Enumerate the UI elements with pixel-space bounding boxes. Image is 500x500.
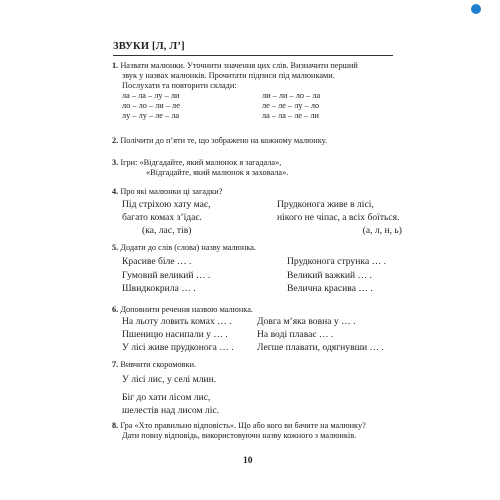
exercise-number: 6. xyxy=(112,305,119,314)
riddle-answers xyxy=(112,225,402,238)
tongue-twister-line: шелестів над лисом ліс. xyxy=(122,404,220,416)
exercise-3 xyxy=(112,158,402,178)
riddle-answer: (а, л, н, ь) xyxy=(362,224,402,236)
syllables: ла – ла – лу – ли xyxy=(122,91,180,100)
riddle-line: багато комах з’їдає. xyxy=(122,211,202,223)
exercise-7 xyxy=(112,360,402,370)
phrase: Швидкокрила … . xyxy=(122,283,196,294)
sentence: Довга м’яка вовна у … . xyxy=(257,316,356,327)
riddles xyxy=(112,199,402,237)
phrase: Гумовий великий … . xyxy=(122,269,211,281)
sentence-row xyxy=(112,342,402,355)
sentence: Пшеницю насипали у … . xyxy=(122,328,228,340)
exercise-8 xyxy=(112,421,402,441)
exercise-number: 2. xyxy=(112,136,119,145)
game-title: «Відгадайте, який малюнок я загадала», xyxy=(139,158,282,167)
exercise-2 xyxy=(112,136,402,146)
sentence: Легше плавати, одягнувши … . xyxy=(257,341,384,353)
exercise-text: Послухати та повторити склади: xyxy=(122,81,237,90)
riddle-row xyxy=(112,199,402,212)
riddle-line: Під стріхою хату має, xyxy=(122,199,211,210)
exercise-number: 3. xyxy=(112,158,119,167)
syllable-row xyxy=(112,91,402,101)
exercise-text: Дати повну відповідь, використовуючи назву кожного з малюнків. xyxy=(122,431,357,440)
syllables: лу – лу – ле – ла xyxy=(122,111,180,120)
syllables: ла – ла – ле – ли xyxy=(262,111,319,120)
phrase-row xyxy=(112,269,402,283)
phrase-row xyxy=(112,255,402,269)
exercise-text: Вивчити скоромовки. xyxy=(120,360,197,369)
heading-underline xyxy=(113,55,393,56)
syllables: ли – ли – ло – ла xyxy=(262,91,321,100)
tongue-twister-line: У лісі лис, у селі млин. xyxy=(122,374,217,385)
sentence: На льоту ловить комах … . xyxy=(122,316,232,327)
syllable-row xyxy=(112,111,402,121)
sentence-row xyxy=(112,329,402,342)
exercise-text: Гра «Хто правильно відповість». Що або кого ви бачите на малюнку? xyxy=(120,421,366,430)
tongue-twister-line: Біг до хати лісом лис, xyxy=(122,391,211,403)
publisher-logo-icon xyxy=(471,4,481,14)
game-title: «Відгадайте, який малюнок я заховала». xyxy=(146,168,289,177)
riddle-line: Прудконога живе в лісі, xyxy=(277,199,374,210)
exercise-number: 7. xyxy=(112,360,119,369)
sentence: На воді плаває … . xyxy=(257,328,334,340)
exercise-text: Додати до слів (слова) назву малюнка. xyxy=(120,243,256,252)
exercise-4 xyxy=(112,187,402,197)
tongue-twisters xyxy=(112,374,402,417)
exercise-1 xyxy=(112,61,402,121)
exercise-text: Полічити до п’яти те, що зображено на кожному малюнку. xyxy=(120,136,328,145)
riddle-row xyxy=(112,212,402,225)
syllables: ле – ле – лу – ло xyxy=(262,101,320,110)
exercise-text: Доповнити речення назвою малюнка. xyxy=(120,305,253,314)
phrase: Прудконога стрункa … . xyxy=(287,256,387,267)
exercise-number: 4. xyxy=(112,187,119,196)
riddle-line: нікого не чіпає, а всіх боїться. xyxy=(277,211,400,223)
phrase: Велична красива … . xyxy=(287,283,373,294)
sentence-list xyxy=(112,316,402,354)
sentence: У лісі живе прудконога … . xyxy=(122,341,234,353)
exercise-text: Про які малюнки ці загадки? xyxy=(120,187,223,196)
page-number: 10 xyxy=(243,456,253,466)
phrase-row xyxy=(112,282,402,296)
exercise-number: 1. xyxy=(112,61,119,70)
page-heading: ЗВУКИ [Л, Л’] xyxy=(113,41,185,52)
phrase: Красиве біле … . xyxy=(122,256,192,267)
exercise-number: 5. xyxy=(112,243,119,252)
exercise-5 xyxy=(112,243,402,253)
exercise-text: Назвати малюнки. Уточнити значення цих слів. Визначити перший xyxy=(120,61,358,70)
phrase-list xyxy=(112,255,402,296)
exercise-6 xyxy=(112,305,402,315)
exercise-label: Ігри: xyxy=(120,158,138,167)
exercise-text: звук у назвах малюнків. Прочитати підписи під малюнками. xyxy=(122,71,335,80)
exercise-number: 8. xyxy=(112,421,119,430)
syllable-row xyxy=(112,101,402,111)
riddle-answer: (ка, лас, тів) xyxy=(142,224,192,236)
sentence-row xyxy=(112,316,402,329)
phrase: Великий важкий … . xyxy=(287,269,372,281)
syllables: ло – ло – ли – ле xyxy=(122,101,180,110)
